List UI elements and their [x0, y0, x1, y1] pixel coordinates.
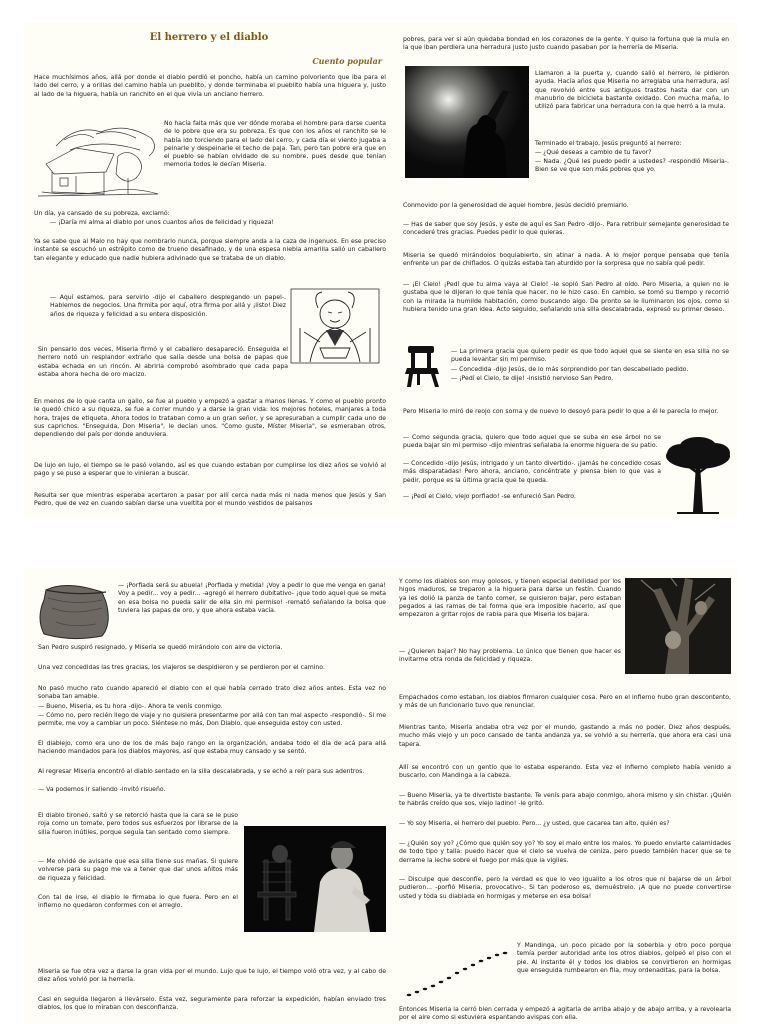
paragraph: — Cómo no, pero recién llego de viaje y no quisiera presentarme por allá con tan mal aspecto -respondió-. Si me permite, me voy a cambiar un poco. Siéntese no más, Don Diablo, que enseguida estoy con usted.: [38, 712, 386, 728]
paragraph: — Como segunda gracia, quiero que todo aquel que se suba en ese árbol no se pueda bajar sin mi permiso -dijo mientras señalaba la enorme higuera de su patio.: [403, 434, 661, 450]
paragraph: Pero Miseria lo miró de reojo con sorna y de nuevo lo desoyó para pedir lo que a él le parecía lo mejor.: [403, 408, 719, 415]
paragraph: — Yo soy Miseria, el herrero del pueblo. Pero... ¿y usted, que cacarea tan alto, quién es?: [399, 820, 670, 827]
paragraph: — Bueno Miseria, ya te divertiste bastante. Te venís para abajo conmigo, ahora mismo y sin chistar. ¡Quién te habrás creído que sos, viejo ladino! -le gritó.: [399, 792, 731, 808]
paragraph: — Aquí estamos, para servirlo -dijo el caballero desplegando un papel-. Hablemos de negocios. Una firmita por aquí, otra firma por allá y ¡listo! Diez años de riqueza y felicidad a su entera disposición.: [50, 294, 286, 318]
page-2: [393, 22, 737, 519]
paragraph: En menos de lo que canta un gallo, se fue al pueblo y empezó a gastar a manos llenas. Y como el pueblo pronto le quedó chico a su riqueza, se fue a correr mundo y a darse la gran vida: los mejores hoteles, manjares a toda hora, trajes de etiqueta. Ahora todos lo trataban como a un gran señor, y se apresuraban a cumplir cada uno de sus caprichos. "Enseguida, Don Miseria", le decían unos. "Como guste, Míster Miseria", se esmeraban otros, dependiendo del país por donde anduviera.: [34, 398, 386, 439]
paragraph: No pasó mucho rato cuando apareció el diablo con el que había cerrado trato diez años antes. Esta vez no sonaba tan amable.: [38, 685, 386, 701]
paragraph: Sin pensarlo dos veces, Miseria firmó y el caballero desapareció. Enseguida el herrero notó un resplandor extraño que salía desde una bolsa de papas que estaba echada en un rincón. Al abrirla comprobó asombrado que cada papa estaba ahora hecha de oro macizo.: [38, 346, 288, 378]
paragraph: Conmovido por la generosidad de aquel hombre, Jesús decidió premiarlo.: [403, 202, 629, 209]
paragraph: — Bueno, Miseria, es tu hora -dijo-. Ahora te venís conmigo.: [38, 703, 223, 710]
paragraph: — ¿Qué deseas a cambio de tu favor?: [535, 149, 652, 156]
paragraph: — ¿Quieren bajar? No hay problema. Lo único que tienen que hacer es invitarme otra ronda de felicidad y riqueza.: [399, 648, 621, 664]
chair-icon: [405, 344, 441, 388]
paragraph: El diablo tironeó, saltó y se retorció hasta que la cara se le puso roja como un tomate, pero todos sus esfuerzos por librarse de la silla fueron inútiles, porque seguía tan sentado como siempre.: [38, 812, 238, 836]
paragraph: — Concedido -dijo Jesús, intrigado y un tanto divertido-. ¡Jamás he concedido cosas más disparatadas! Pero ahora, anciano, concéntrate y piensa bien lo que vas a pedir, porque es la última gracia que te queda.: [403, 460, 661, 484]
story-subtitle: Cuento popular: [312, 56, 382, 66]
paragraph: — Concedida -dijo Jesús, de lo más sorprendido por tan descabellado pedido.: [451, 366, 689, 373]
story-title: El herrero y el diablo: [149, 32, 269, 43]
paragraph: El diablejo, como era uno de los de más bajo rango en la organización, andaba todo el día de acá para allá haciendo mandados para los diablos mayores, así que estaba muy cansado y se sentó.: [38, 740, 386, 756]
paragraph: Y como los diablos son muy golosos, y tienen especial debilidad por los higos maduros, se treparon a la higuera para darse un festín. Cuando ya les dolió la panza de tanto comer, se quisieron bajar, pero estaban pegados a las ramas de tal forma que era imposible hacerlo, así que empezaron a gritar rojos de rabia para que Miseria los bajara.: [399, 578, 621, 619]
paragraph: Terminado el trabajo, Jesús preguntó al herrero:: [535, 140, 682, 147]
paragraph: pobres, para ver si aún quedaba bondad en los corazones de la gente. Y quiso la fortuna que la mula en la que iban perdiera una herradura justo justo cuando pasaban por la herrería de Miseria.: [403, 36, 729, 52]
paragraph: — Nada. ¿Qué les puedo pedir a ustedes? -respondió Miseria-. Bien se ve que son más pobres que yo.: [535, 158, 729, 174]
paragraph: Resulta ser que mientras esperaba acertaron a pasar por allí cerca nada más ni nada menos que Jesús y San Pedro, que de vez en cuando sabían darse una vueltita por el mundo vestidos de paisanos: [34, 492, 386, 508]
paragraph: — Has de saber que soy Jesús, y este de aquí es San Pedro -dijo-. Para retribuir semejante generosidad te concederé tres gracias. Puedes pedir lo que quieras.: [403, 221, 729, 237]
paragraph: Al regresar Miseria encontró al diablo sentado en la silla descalabrada, y se echó a reír para sus adentros.: [38, 768, 365, 775]
paragraph: — ¡Porfiada será su abuela! ¡Porfiada y metida! ¡Voy a pedir lo que me venga en gana! Voy a pedir... voy a pedir... -agregó el herrero dubitativo- ¡que todo aquel que se meta en esa bolsa no pueda salir de ella sin mi permiso! -remató señalando la bolsa que tuviera las papas de oro, y que ahora estaba vacía.: [118, 582, 387, 614]
paragraph: Hace muchísimos años, allá por donde el diablo perdió el poncho, había un camino polvoriento que iba para el lado del cerro, y a orillas del camino había un pueblito, y donde terminaba el pueblito había una higuera y, justo al lado de la higuera, había un ranchito en el que vivía un anciano herrero.: [34, 74, 386, 98]
paragraph: De lujo en lujo, el tiempo se le pasó volando, así es que cuando estaban por cumplirse los diez años se volvió al pago y se puso a esperar que lo vinieran a buscar.: [34, 462, 386, 478]
fig-tree-silhouette: [663, 434, 733, 516]
paragraph: San Pedro suspiró resignado, y Miseria se quedó mirándolo con aire de victoria.: [38, 644, 283, 651]
devil-cartoon: [290, 288, 380, 364]
paragraph: — ¡El Cielo! ¡Pedí que tu alma vaya al Cielo! -le sopló San Pedro al oído. Pero Miseria, a quien no le gustaba que le dijeran lo que tenía que hacer, no le hizo caso. En cambio, se tomó su tiempo y recorrió con la mirada la humilde habitación, como buscando algo. De pronto se le iluminaron los ojos, como si hubiera tenido una gran idea. Acto seguido, señalando una silla descalabrada, expresó su primer deseo.: [403, 281, 729, 313]
ranch-sketch: [36, 116, 164, 200]
paragraph: Empachados como estaban, los diablos firmaron cualquier cosa. Pero en el infierno hubo gran descontento, y más de un funcionario tuvo que renunciar.: [399, 694, 731, 710]
paragraph: Miseria se quedó mirándolos boquiabierto, sin atinar a nada. A lo mejor porque pensaba que tenía enfrente un par de chiflados. O quizás estaba tan aturdido por la sorpresa que no sabía qué pedir.: [403, 252, 729, 268]
paragraph: Llamaron a la puerta y, cuando salió el herrero, le pidieron ayuda. Hacía años que Miseria no arreglaba una herradura, así que revolvió entre sus antiguos trastos hasta dar con un manubrio de bicicleta bastante oxidado. Con mucha maña, lo utilizó para fabricar una herradura con la que herró a la mula.: [535, 70, 729, 111]
page-3: [24, 568, 394, 1024]
paragraph: — Va podemos ir saliendo -invitó risueño.: [38, 786, 166, 793]
page-4: [393, 568, 737, 1024]
paragraph: Un día, ya cansado de su pobreza, exclamó:: [34, 210, 170, 217]
tree-photo: [625, 578, 731, 674]
paragraph: Entonces Miseria la cerró bien cerrada y empezó a agitarla de arriba abajo y de abajo arriba, y a revolearla por el aire como si estuviera espantando avispas con ella.: [399, 1006, 731, 1022]
paragraph: No hacía falta más que ver dónde moraba el hombre para darse cuenta de lo pobre que era su pobreza. Es que con los años el ranchito se le había ido torciendo para el lado del cerro, y cada día el viento jugaba a peinarle y despeinarle el techo de paja. Tan, pero tan pobre era que en el pueblo se habían olvidado de su nombre, pues desde que tenían memoria todos le decían Miseria.: [164, 120, 386, 169]
paragraph: Con tal de irse, el diablo le firmaba lo que fuera. Pero en el infierno no quedaron conformes con el arreglo.: [38, 894, 238, 910]
ant-trail: [401, 946, 513, 1002]
paragraph: Una vez concedidas las tres gracias, los viajeros se despidieron y se perdieron por el camino.: [38, 664, 325, 671]
paragraph: Ya se sabe que al Malo no hay que nombrarlo nunca, porque siempre anda a la caza de ingenuos. En ese preciso instante se escuchó un estrépito como de trueno desafinado, y de una espesa niebla amarilla salió un caballero tan elegante y educado que nadie hubiera adivinado que se trataba de un diablo.: [34, 238, 386, 262]
paragraph: — ¡Pedí el Cielo, viejo porfiado! -se enfureció San Pedro.: [403, 493, 576, 500]
blacksmith-photo: [405, 66, 529, 178]
paragraph: Allí se encontró con un gentío que lo estaba esperando. Esta vez el infierno completo había venido a buscarlo, con Mandinga a la cabeza.: [399, 764, 731, 780]
paragraph: — ¿Quién soy yo? ¿Cómo que quién soy yo? Yo soy el malo entre los malos. Yo puedo enviarte calamidades de todo tipo y talla: puedo hacer que el cielo se vuelva de ceniza, pero puedo también hacer que se te derrame la leche sobre el fuego por más que la vigiles.: [399, 840, 731, 864]
paragraph: Mientras tanto, Miseria andaba otra vez por el mundo, gastando a más no poder. Diez años después, mucho más viejo y un poco cansado de tanta andanza ya, se volvió a su herrería, que ahora era casi una tapera.: [399, 724, 731, 748]
paragraph: — Me olvidé de avisarle que esa silla tiene sus mañas. Si quiere volverse para su pago me va a tener que dar unos añitos más de riqueza y felicidad.: [38, 858, 238, 882]
paragraph: — Disculpe que desconfíe, pero la verdad es que lo veo igualito a los otros que ni bajarse de un árbol pudieron... -porfió Miseria, provocativo-. Si tan poderoso es, demuéstrelo. ¡A que no puede convertirse usted y toda su diablada en hormigas y meterse en esa bolsa!: [399, 876, 731, 900]
paragraph: Y Mandinga, un poco picado por la soberbia y otro poco porque temía perder autoridad ante los otros diablos, golpeó el piso con el pie. Al instante él y todos los diablos se convirtieron en hormigas que enseguida rumbearon en fila, muy ordenaditas, para la bolsa.: [517, 942, 731, 974]
paragraph: — ¡Pedí el Cielo, te dije! -insistió nervioso San Pedro.: [451, 375, 614, 382]
paragraph: Casi en seguida llegaron a llevárselo. Esta vez, seguramente para reforzar la expedición, habían enviado tres diablos, los que lo miraban con desconfianza.: [38, 996, 386, 1012]
paragraph: — ¡Daría mi alma al diablo por unos cuantos años de felicidad y riqueza!: [50, 219, 274, 226]
sack-drawing: [38, 580, 114, 640]
page-1: [24, 22, 394, 519]
paragraph: — La primera gracia que quiero pedir es que todo aquel que se siente en esa silla no se pueda levantar sin mi permiso.: [451, 348, 729, 364]
devil-chair-photo: [244, 826, 386, 932]
paragraph: Miseria se fue otra vez a darse la gran vida por el mundo. Lujo que te lujo, el tiempo voló otra vez, y al cabo de diez años volvió por la herrería.: [38, 968, 386, 984]
